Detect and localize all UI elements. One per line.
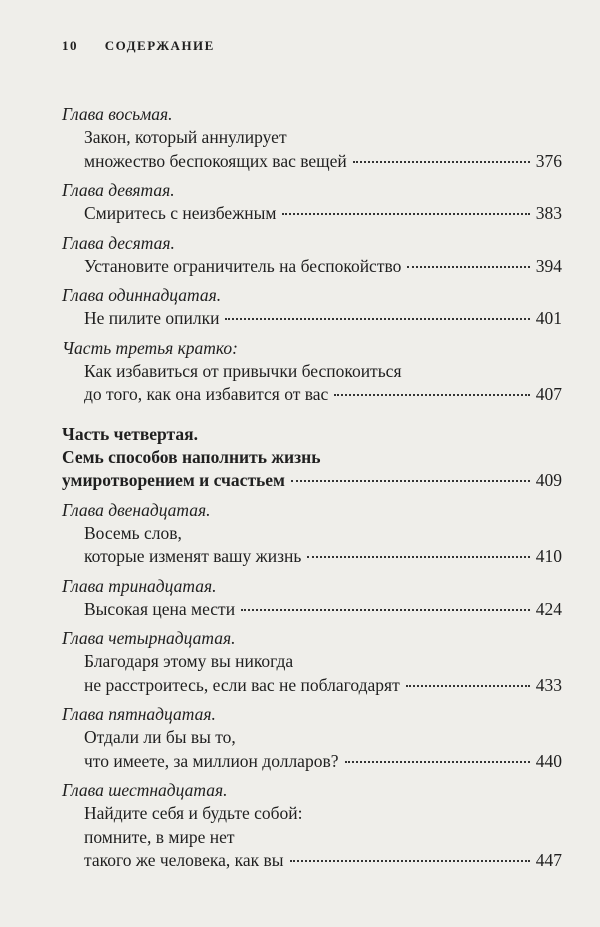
- leader-dots: [282, 213, 529, 215]
- toc-page-number: 401: [535, 308, 562, 328]
- toc-title-line: не расстроитесь, если вас не поблагодарят: [84, 674, 400, 695]
- leader-dots: [307, 556, 529, 558]
- toc-page-number: 407: [535, 384, 562, 404]
- page-number: 10: [62, 38, 78, 53]
- toc-title-line: множество беспокоящих вас вещей: [84, 150, 347, 171]
- toc-page-number: 376: [535, 150, 562, 171]
- toc-heading: Глава восьмая.: [62, 104, 173, 124]
- toc-title-line: Благодаря этому вы никогда: [84, 651, 294, 671]
- toc-title-line: Установите ограничитель на беспокойство: [84, 255, 402, 276]
- toc-title-line: Не пилите опилки: [84, 308, 220, 328]
- toc-heading: Глава девятая.: [62, 180, 175, 200]
- toc-entry: [62, 703, 562, 773]
- toc-heading: Глава десятая.: [62, 232, 175, 253]
- toc-entry: [62, 779, 562, 873]
- toc-title-line: такого же человека, как вы: [84, 850, 284, 870]
- toc-page-number: 424: [535, 598, 562, 619]
- toc-entry: [62, 179, 562, 226]
- leader-dots: [345, 761, 530, 763]
- toc-heading: Глава четырнадцатая.: [62, 628, 236, 648]
- toc-title-line: Семь способов наполнить жизнь: [62, 446, 321, 467]
- toc-entry: [62, 232, 562, 279]
- toc-title-line: умиротворением и счастьем: [62, 470, 285, 490]
- toc-entry: [62, 103, 562, 173]
- toc-title-line: что имеете, за миллион долларов?: [84, 750, 339, 771]
- toc-page-number: 410: [535, 546, 562, 566]
- toc-entry: [62, 627, 562, 697]
- leader-dots: [225, 318, 529, 320]
- toc-page-number: 394: [535, 255, 562, 276]
- leader-dots: [353, 161, 530, 163]
- toc-page-number: 383: [535, 203, 562, 223]
- toc-heading: Часть третья кратко:: [62, 337, 239, 358]
- toc-title-line: Найдите себя и будьте собой:: [84, 803, 303, 823]
- toc-heading: Глава пятнадцатая.: [62, 704, 216, 724]
- leader-dots: [407, 266, 529, 268]
- toc-title-line: помните, в мире нет: [84, 826, 235, 847]
- toc-page-number: 433: [535, 674, 562, 695]
- toc-entry: [62, 284, 562, 331]
- toc-heading: Глава тринадцатая.: [62, 575, 217, 596]
- toc-heading: Глава шестнадцатая.: [62, 780, 228, 800]
- toc-heading: Глава двенадцатая.: [62, 499, 211, 520]
- leader-dots: [406, 685, 530, 687]
- toc-title-line: Закон, который аннулирует: [84, 127, 287, 147]
- running-title: СОДЕРЖАНИЕ: [104, 38, 215, 53]
- toc-title-line: Отдали ли бы вы то,: [84, 727, 236, 747]
- toc-page-number: 409: [535, 470, 562, 490]
- toc-title-line: Восемь слов,: [84, 522, 182, 543]
- table-of-contents: [62, 103, 562, 879]
- toc-part-heading: Часть четвертая.: [62, 423, 198, 444]
- toc-page-number: 447: [535, 850, 562, 870]
- leader-dots: [291, 480, 530, 482]
- toc-entry: [62, 337, 562, 407]
- toc-title-line: до того, как она избавится от вас: [84, 384, 329, 404]
- running-header: [62, 38, 215, 54]
- toc-entry: [62, 575, 562, 622]
- leader-dots: [290, 860, 530, 862]
- leader-dots: [334, 394, 529, 396]
- toc-entry-part: [62, 423, 562, 493]
- toc-heading: Глава одиннадцатая.: [62, 285, 222, 305]
- toc-title-line: Высокая цена мести: [84, 598, 236, 619]
- leader-dots: [241, 609, 530, 611]
- toc-title-line: Смиритесь с неизбежным: [84, 203, 277, 223]
- toc-entry: [62, 499, 562, 569]
- toc-page-number: 440: [535, 750, 562, 771]
- toc-title-line: которые изменят вашу жизнь: [84, 546, 302, 566]
- toc-title-line: Как избавиться от привычки беспокоиться: [84, 360, 402, 381]
